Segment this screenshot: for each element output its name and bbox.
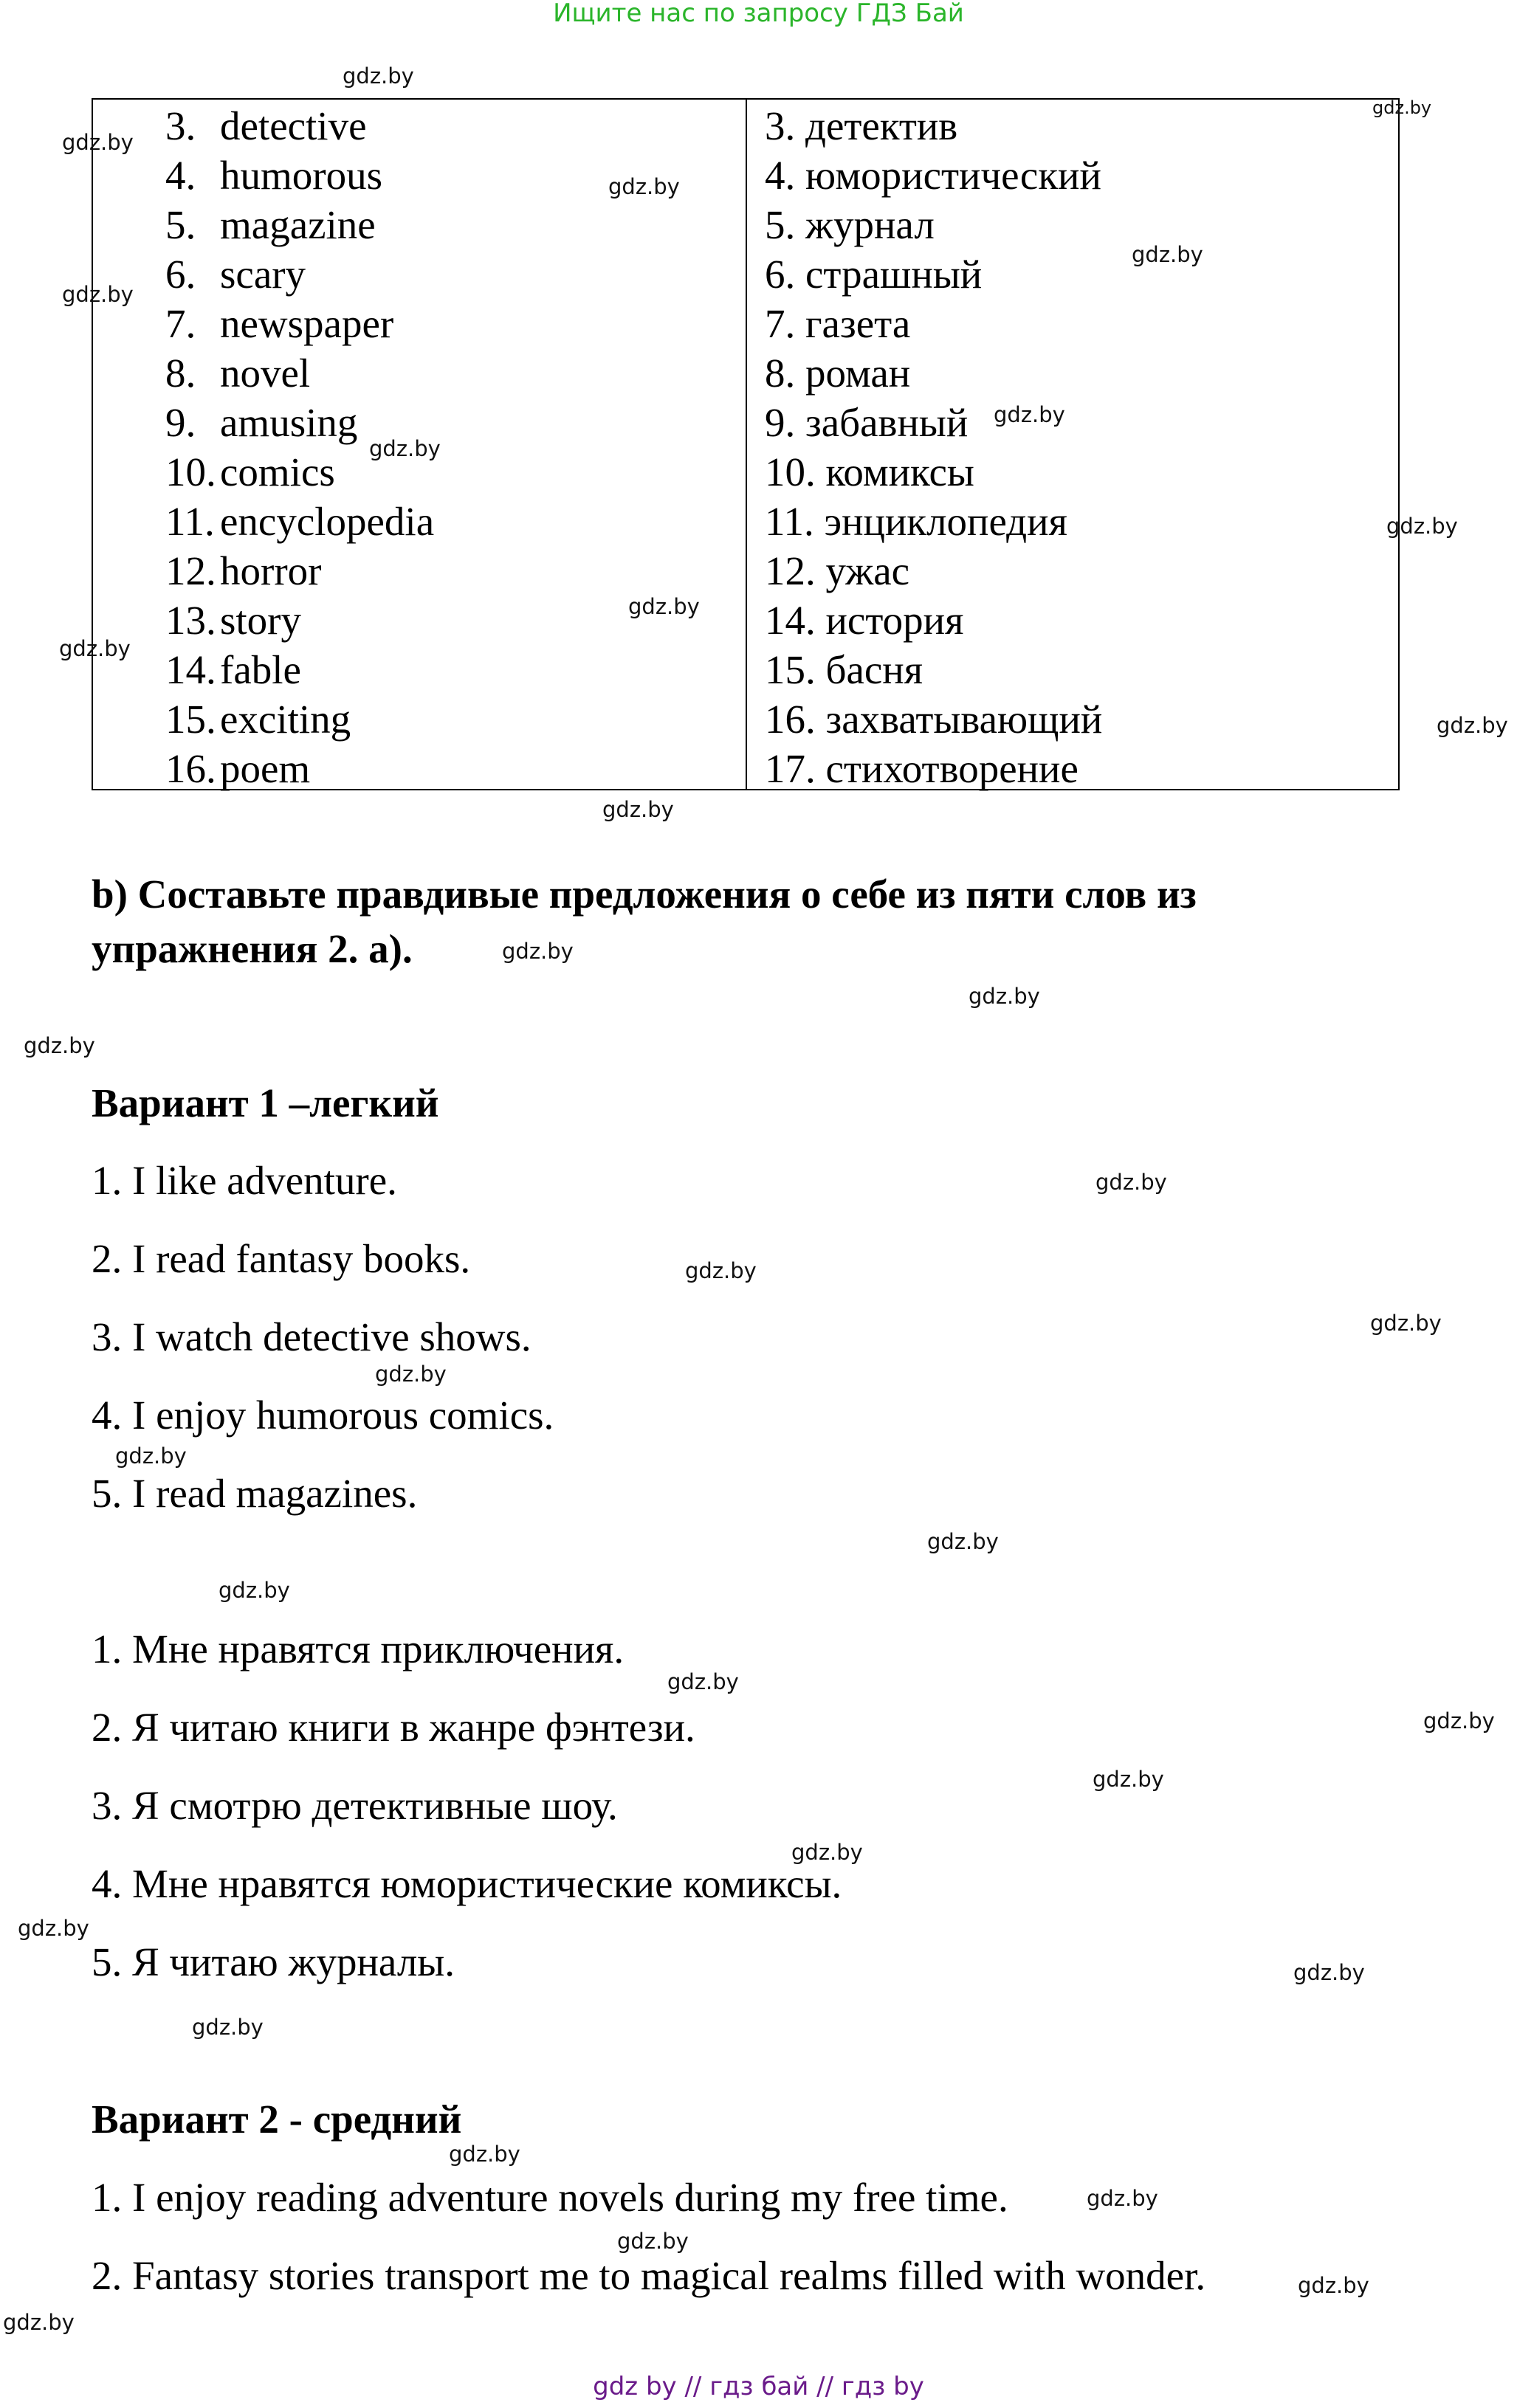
variant-2-en-sentence: 2. Fantasy stories transport me to magical realms filled with wonder. — [92, 2253, 1206, 2298]
footer-links[interactable]: gdz by // гдз бай // гдз by — [593, 2372, 924, 2401]
ru-row: 15. басня — [765, 647, 923, 692]
watermark: gdz.by — [502, 939, 574, 964]
variant-1-en-sentence: 3. I watch detective shows. — [92, 1314, 532, 1359]
watermark: gdz.by — [369, 436, 441, 461]
watermark: gdz.by — [192, 2015, 264, 2040]
ru-row: 12. ужас — [765, 548, 910, 593]
en-row: 13.story — [165, 598, 301, 643]
ru-row: 11. энциклопедия — [765, 499, 1067, 544]
watermark: gdz.by — [219, 1578, 290, 1603]
variant-1-en-sentence: 1. I like adventure. — [92, 1158, 397, 1203]
ru-row: 16. захватывающий — [765, 697, 1103, 742]
variant-1-title: Вариант 1 –легкий — [92, 1080, 439, 1125]
watermark: gdz.by — [3, 2310, 75, 2335]
variant-1-ru-sentence: 3. Я смотрю детективные шоу. — [92, 1783, 618, 1828]
watermark: gdz.by — [1093, 1767, 1164, 1792]
variant-1-ru-sentence: 2. Я читаю книги в жанре фэнтези. — [92, 1705, 695, 1750]
watermark: gdz.by — [969, 984, 1040, 1009]
watermark: gdz.by — [927, 1529, 999, 1554]
variant-1-ru-sentence: 1. Мне нравятся приключения. — [92, 1626, 625, 1672]
watermark: gdz.by — [1386, 514, 1458, 539]
ru-row: 17. стихотворение — [765, 746, 1079, 791]
vocabulary-table — [92, 98, 1400, 790]
ru-row: 8. роман — [765, 351, 911, 396]
watermark: gdz.by — [1370, 1311, 1442, 1336]
ru-row: 4. юмористический — [765, 153, 1101, 198]
watermark: gdz.by — [617, 2229, 689, 2254]
variant-2-title: Вариант 2 - средний — [92, 2097, 462, 2142]
table-divider — [746, 100, 747, 789]
en-row: 5. magazine — [165, 202, 376, 247]
watermark: gdz.by — [1132, 242, 1203, 267]
watermark: gdz.by — [608, 174, 680, 199]
watermark: gdz.by — [994, 402, 1065, 427]
variant-1-ru-sentence: 4. Мне нравятся юмористические комиксы. — [92, 1861, 842, 1906]
watermark: gdz.by — [628, 594, 700, 619]
watermark: gdz.by — [375, 1362, 447, 1387]
watermark: gdz.by — [62, 282, 134, 307]
variant-1-ru-sentence: 5. Я читаю журналы. — [92, 1939, 455, 1984]
en-row: 14.fable — [165, 647, 301, 692]
en-row: 11. encyclopedia — [165, 499, 435, 544]
ru-row: 14. история — [765, 598, 964, 643]
variant-1-en-sentence: 5. I read magazines. — [92, 1471, 418, 1516]
watermark: gdz.by — [1095, 1170, 1167, 1195]
top-banner: Ищите нас по запросу ГДЗ Бай — [553, 0, 964, 28]
watermark: gdz.by — [343, 63, 414, 89]
en-row: 8. novel — [165, 351, 311, 396]
watermark: gdz.by — [1298, 2273, 1369, 2298]
watermark: gdz.by — [667, 1669, 739, 1694]
watermark: gdz.by — [24, 1033, 95, 1058]
en-row: 7. newspaper — [165, 301, 394, 346]
watermark: gdz.by — [602, 797, 674, 822]
watermark: gdz.by — [18, 1916, 89, 1941]
watermark: gdz.by — [449, 2142, 520, 2167]
watermark: gdz.by — [59, 636, 131, 661]
ru-row: 5. журнал — [765, 202, 935, 247]
variant-2-en-sentence: 1. I enjoy reading adventure novels during my free time. — [92, 2175, 1008, 2220]
watermark: gdz.by — [1423, 1708, 1495, 1733]
variant-1-en-sentence: 2. I read fantasy books. — [92, 1236, 471, 1281]
en-row: 15.exciting — [165, 697, 351, 742]
watermark: gdz.by — [1087, 2186, 1158, 2211]
watermark: gdz.by — [791, 1840, 863, 1865]
ru-row: 6. страшный — [765, 252, 983, 297]
en-row: 3. detective — [165, 103, 367, 148]
en-row: 6. scary — [165, 252, 306, 297]
variant-1-en-sentence: 4. I enjoy humorous comics. — [92, 1393, 554, 1438]
watermark: gdz.by — [685, 1258, 757, 1283]
en-row: 10.comics — [165, 449, 335, 494]
ru-row: 9. забавный — [765, 400, 969, 445]
watermark: gdz.by — [1293, 1960, 1365, 1985]
en-row: 4. humorous — [165, 153, 382, 198]
ru-row: 3. детектив — [765, 103, 958, 148]
watermark: gdz.by — [62, 130, 134, 155]
en-row: 16.poem — [165, 746, 311, 791]
ru-row: 7. газета — [765, 301, 911, 346]
ru-row: 10. комиксы — [765, 449, 974, 494]
task-heading-line-2: упражнения 2. а). — [92, 926, 413, 971]
en-row: 9. amusing — [165, 400, 358, 445]
watermark: gdz.by — [1437, 713, 1508, 738]
watermark: gdz.by — [1372, 97, 1432, 118]
watermark: gdz.by — [115, 1443, 187, 1469]
en-row: 12.horror — [165, 548, 322, 593]
task-heading-line-1: b) Составьте правдивые предложения о себе из пяти слов из — [92, 872, 1197, 917]
